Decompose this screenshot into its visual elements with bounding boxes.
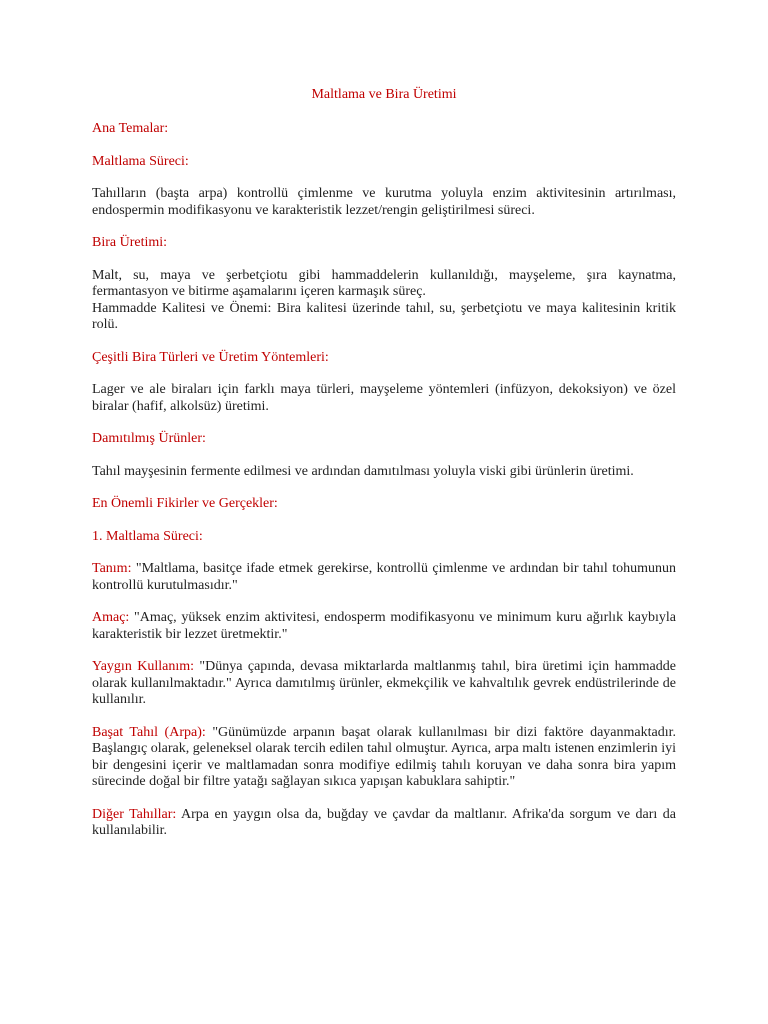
item-amac-text: "Amaç, yüksek enzim aktivitesi, endosperm modifikasyonu ve minimum kuru ağırlık kaybıyla karakteristik bir lezzet üretmektir." [92, 610, 676, 642]
item-amac-label: Amaç: [92, 610, 130, 625]
item-diger-tahillar-text: Arpa en yaygın olsa da, buğday ve çavdar da maltlanır. Afrika'da sorgum ve darı da kullanılabilir. [92, 806, 676, 838]
item-basat-tahil-label: Başat Tahıl (Arpa): [92, 724, 206, 740]
heading-damitilmis-urunler: Damıtılmış Ürünler: [92, 431, 206, 446]
item-tanim [92, 561, 676, 594]
item-basat-tahil-text: "Günümüzde arpanın başat olarak kullanılması bir dizi faktöre dayanmaktadır. Başlangıç olarak, geleneksel olarak tercih edilen tahıl olmuştur. Ayrıca, arpa maltı istenen enzimlerin iyi bir dengesini içerir ve maltlamadan sonra modifiye edilmiş tahılı koruyan ve daha sonra bira yapım sürecinde doğal bir filtre yatağı sağlayan sıkıca yapışan kabuklara sahiptir." [92, 724, 676, 789]
heading-bira-uretimi: Bira Üretimi: [92, 235, 168, 250]
paragraph-damitilmis-urunler: Tahıl mayşesinin fermente edilmesi ve ardından damıtılması yoluyla viski gibi ürünlerin üretimi. [92, 463, 634, 479]
heading-maltlama-numbered: 1. Maltlama Süreci: [92, 528, 203, 544]
item-tanim-text: "Maltlama, basitçe ifade etmek gerekirse, kontrollü çimlenme ve ardından bir tahıl tohumunun kontrollü kurutulmasıdır." [92, 561, 676, 593]
item-diger-tahillar [92, 807, 676, 840]
paragraph-hammadde-kalitesi: Hammadde Kalitesi ve Önemi: Bira kalitesi üzerinde tahıl, su, şerbetçiotu ve maya kalitesinin kritik rolü. [92, 300, 676, 332]
heading-onemli-fikirler: En Önemli Fikirler ve Gerçekler: [92, 496, 278, 511]
item-basat-tahil [92, 725, 676, 791]
document-title: Maltlama ve Bira Üretimi [311, 87, 457, 102]
heading-bira-turleri: Çeşitli Bira Türleri ve Üretim Yöntemleri: [92, 349, 329, 365]
item-yaygin-kullanim-label: Yaygın Kullanım: [92, 659, 194, 674]
paragraph-maltlama-sureci: Tahılların (başta arpa) kontrollü çimlenme ve kurutma yoluyla enzim aktivitesinin artırılması, endospermin modifikasyonu ve karakteristik lezzet/rengin geliştirilmesi süreci. [92, 186, 676, 218]
heading-ana-temalar: Ana Temalar: [92, 121, 169, 136]
paragraph-bira-turleri: Lager ve ale biraları için farklı maya türleri, mayşeleme yöntemleri (infüzyon, dekoksiyon) ve özel biralar (hafif, alkolsüz) üretimi. [92, 382, 676, 414]
paragraph-bira-uretimi: Malt, su, maya ve şerbetçiotu gibi hammaddelerin kullanıldığı, mayşeleme, şıra kaynatma, fermantasyon ve bitirme aşamalarını içeren karmaşık süreç. [92, 267, 676, 299]
item-yaygin-kullanim [92, 659, 676, 709]
item-diger-tahillar-label: Diğer Tahıllar: [92, 806, 177, 822]
item-yaygin-kullanim-text: "Dünya çapında, devasa miktarlarda maltlanmış tahıl, bira üretimi için hammadde olarak kullanılmaktadır." Ayrıca damıtılmış ürünler, ekmekçilik ve kahvaltılık gevrek endüstrilerinde de kullanılır. [92, 659, 676, 707]
item-amac [92, 610, 676, 643]
heading-maltlama-sureci: Maltlama Süreci: [92, 153, 189, 169]
item-tanim-label: Tanım: [92, 561, 132, 576]
